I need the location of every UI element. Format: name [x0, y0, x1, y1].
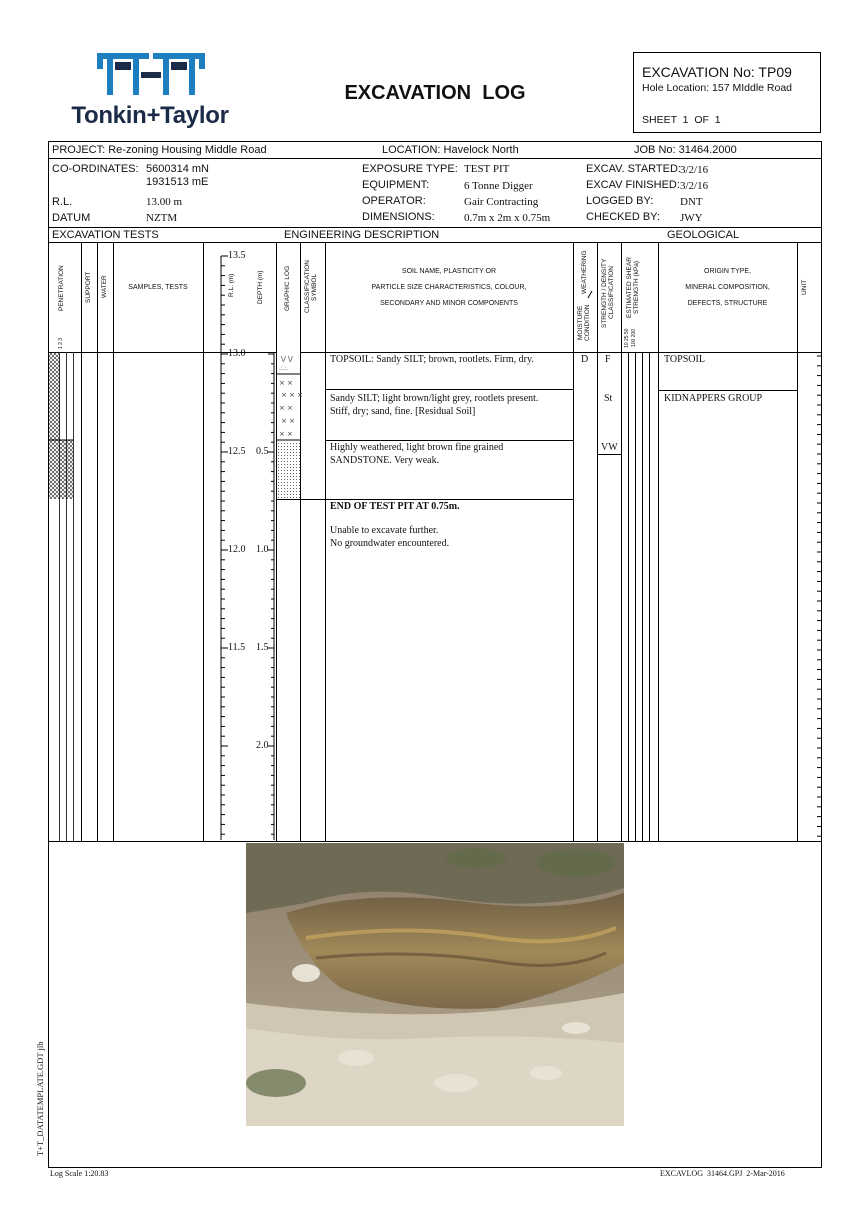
svg-text:.:.:.: .:.:. [279, 365, 289, 372]
logged-value: DNT [680, 196, 703, 208]
depth-1-0: 1.0 [256, 544, 269, 555]
rl-13-5: 13.5 [228, 250, 246, 261]
layer-2-description-line2: Stiff, dry; sand, fine. [Residual Soil] [330, 406, 476, 417]
layer-2-strength: St [604, 393, 613, 404]
rl-13-0: 13.0 [228, 348, 246, 359]
dimensions-label: DIMENSIONS: [362, 211, 435, 223]
col-soil-line2: PARTICLE SIZE CHARACTERISTICS, COLOUR, [371, 284, 527, 291]
exposure-value: TEST PIT [464, 163, 510, 175]
rl-12-0: 12.0 [228, 544, 246, 555]
col-shear-scale: 10 25 50 100 200 [624, 328, 637, 348]
col-soil-line3: SECONDARY AND MINOR COMPONENTS [380, 300, 518, 307]
end-of-pit: END OF TEST PIT AT 0.75m. [330, 501, 460, 512]
coordinates-label: CO-ORDINATES: [52, 163, 139, 175]
logged-label: LOGGED BY: [586, 195, 654, 207]
layer-3-strength: VW [601, 442, 618, 453]
col-depth: DEPTH (m) [257, 270, 264, 304]
equipment-value: 6 Tonne Digger [464, 180, 533, 192]
col-origin-line2: MINERAL COMPOSITION, [685, 284, 770, 291]
file-reference: EXCAVLOG 31464.GPJ 2-Mar-2016 [660, 1169, 785, 1178]
end-note-1: Unable to excavate further. [330, 525, 439, 536]
col-penetration-scale: 1 2 3 [58, 337, 64, 349]
project-name: PROJECT: Re-zoning Housing Middle Road [52, 144, 267, 156]
checked-label: CHECKED BY: [586, 211, 660, 223]
layer-2-geology: KIDNAPPERS GROUP [664, 393, 763, 404]
finished-value: 3/2/16 [680, 180, 709, 192]
unit-ticks [815, 352, 822, 841]
depth-2-0: 2.0 [256, 740, 269, 751]
col-weathering: WEATHERING [581, 250, 588, 294]
job-number: JOB No: 31464.2000 [634, 144, 737, 156]
excavation-number: EXCAVATION No: TP09 [642, 64, 792, 80]
coordinates-north: 5600314 mN [146, 163, 209, 175]
layer-1-description: TOPSOIL: Sandy SILT; brown, rootlets. Firm, dry. [330, 354, 534, 365]
layer-2-description-line1: Sandy SILT; light brown/light grey, rootlets present. [330, 393, 539, 404]
col-origin-line1: ORIGIN TYPE, [704, 268, 751, 275]
started-label: EXCAV. STARTED: [586, 163, 681, 175]
log-scale: Log Scale 1:20.83 [50, 1169, 109, 1178]
layer-1-strength: F [605, 354, 611, 365]
col-support: SUPPORT [85, 271, 92, 303]
svg-text:× ×: × × [279, 404, 293, 412]
layer-3-description-line1: Highly weathered, light brown fine grained [330, 442, 504, 453]
project-location: LOCATION: Havelock North [382, 144, 519, 156]
svg-text:\/ \/: \/ \/ [281, 355, 293, 363]
test-pit-photo [246, 843, 624, 1126]
rl-label: R.L. [52, 196, 73, 208]
company-name: Tonkin+Taylor [71, 102, 229, 129]
col-graphic-log: GRAPHIC LOG [284, 265, 291, 311]
col-samples: SAMPLES, TESTS [128, 284, 188, 291]
rl-11-5: 11.5 [228, 642, 246, 653]
depth-1-5: 1.5 [256, 642, 269, 653]
svg-text:× ×: × × [279, 379, 293, 387]
col-water: WATER [101, 275, 108, 299]
excavation-id-box [633, 52, 821, 133]
col-origin-line3: DEFECTS, STRUCTURE [687, 300, 768, 307]
equipment-label: EQUIPMENT: [362, 179, 430, 191]
col-unit: UNIT [801, 279, 808, 296]
page-title: EXCAVATION LOG [344, 82, 526, 104]
col-rl: R.L. (m) [228, 273, 235, 297]
sheet-number: SHEET 1 OF 1 [642, 114, 721, 126]
operator-value: Gair Contracting [464, 196, 539, 208]
datum-label: DATUM [52, 212, 91, 224]
section-excavation-tests: EXCAVATION TESTS [52, 229, 159, 241]
coordinates-east: 1931513 mE [146, 176, 209, 188]
rl-value: 13.00 m [146, 196, 183, 208]
hole-location: Hole Location: 157 MIddle Road [642, 82, 793, 94]
company-logo [60, 50, 240, 130]
col-moisture: MOISTURE CONDITION [577, 304, 591, 342]
svg-text:× × ×: × × × [281, 391, 304, 399]
layer-3-description-line2: SANDSTONE. Very weak. [330, 455, 440, 466]
layer-1-moisture: D [581, 354, 589, 365]
depth-scale [216, 242, 278, 842]
checked-value: JWY [680, 212, 703, 224]
svg-text:× ×: × × [281, 417, 295, 425]
graphic-log [277, 352, 304, 499]
col-penetration: PENETRATION [58, 265, 65, 311]
col-classification: CLASSIFICATION SYMBOL [304, 260, 318, 314]
col-soil-line1: SOIL NAME, PLASTICITY OR [401, 268, 497, 275]
exposure-label: EXPOSURE TYPE: [362, 163, 458, 175]
layer-1-geology: TOPSOIL [664, 354, 705, 365]
svg-text:× ×: × × [279, 430, 293, 438]
template-side-text: T+T_DATATEMPLATE.GDT jlb [35, 1041, 45, 1157]
started-value: 3/2/16 [680, 164, 709, 176]
col-strength: STRENGTH / DENSITY CLASSIFICATION [601, 258, 615, 328]
tt-logo-icon [60, 50, 240, 102]
end-note-2: No groundwater encountered. [330, 538, 450, 549]
operator-label: OPERATOR: [362, 195, 426, 207]
section-geological: GEOLOGICAL [667, 229, 740, 241]
section-engineering-description: ENGINEERING DESCRIPTION [284, 229, 440, 241]
finished-label: EXCAV FINISHED: [586, 179, 680, 191]
depth-0-5: 0.5 [256, 446, 269, 457]
rl-12-5: 12.5 [228, 446, 246, 457]
penetration-hatch [49, 352, 74, 499]
col-shear: ESTIMATED SHEAR STRENGTH (kPa) [626, 257, 640, 318]
datum-value: NZTM [146, 212, 178, 224]
dimensions-value: 0.7m x 2m x 0.75m [464, 212, 551, 224]
